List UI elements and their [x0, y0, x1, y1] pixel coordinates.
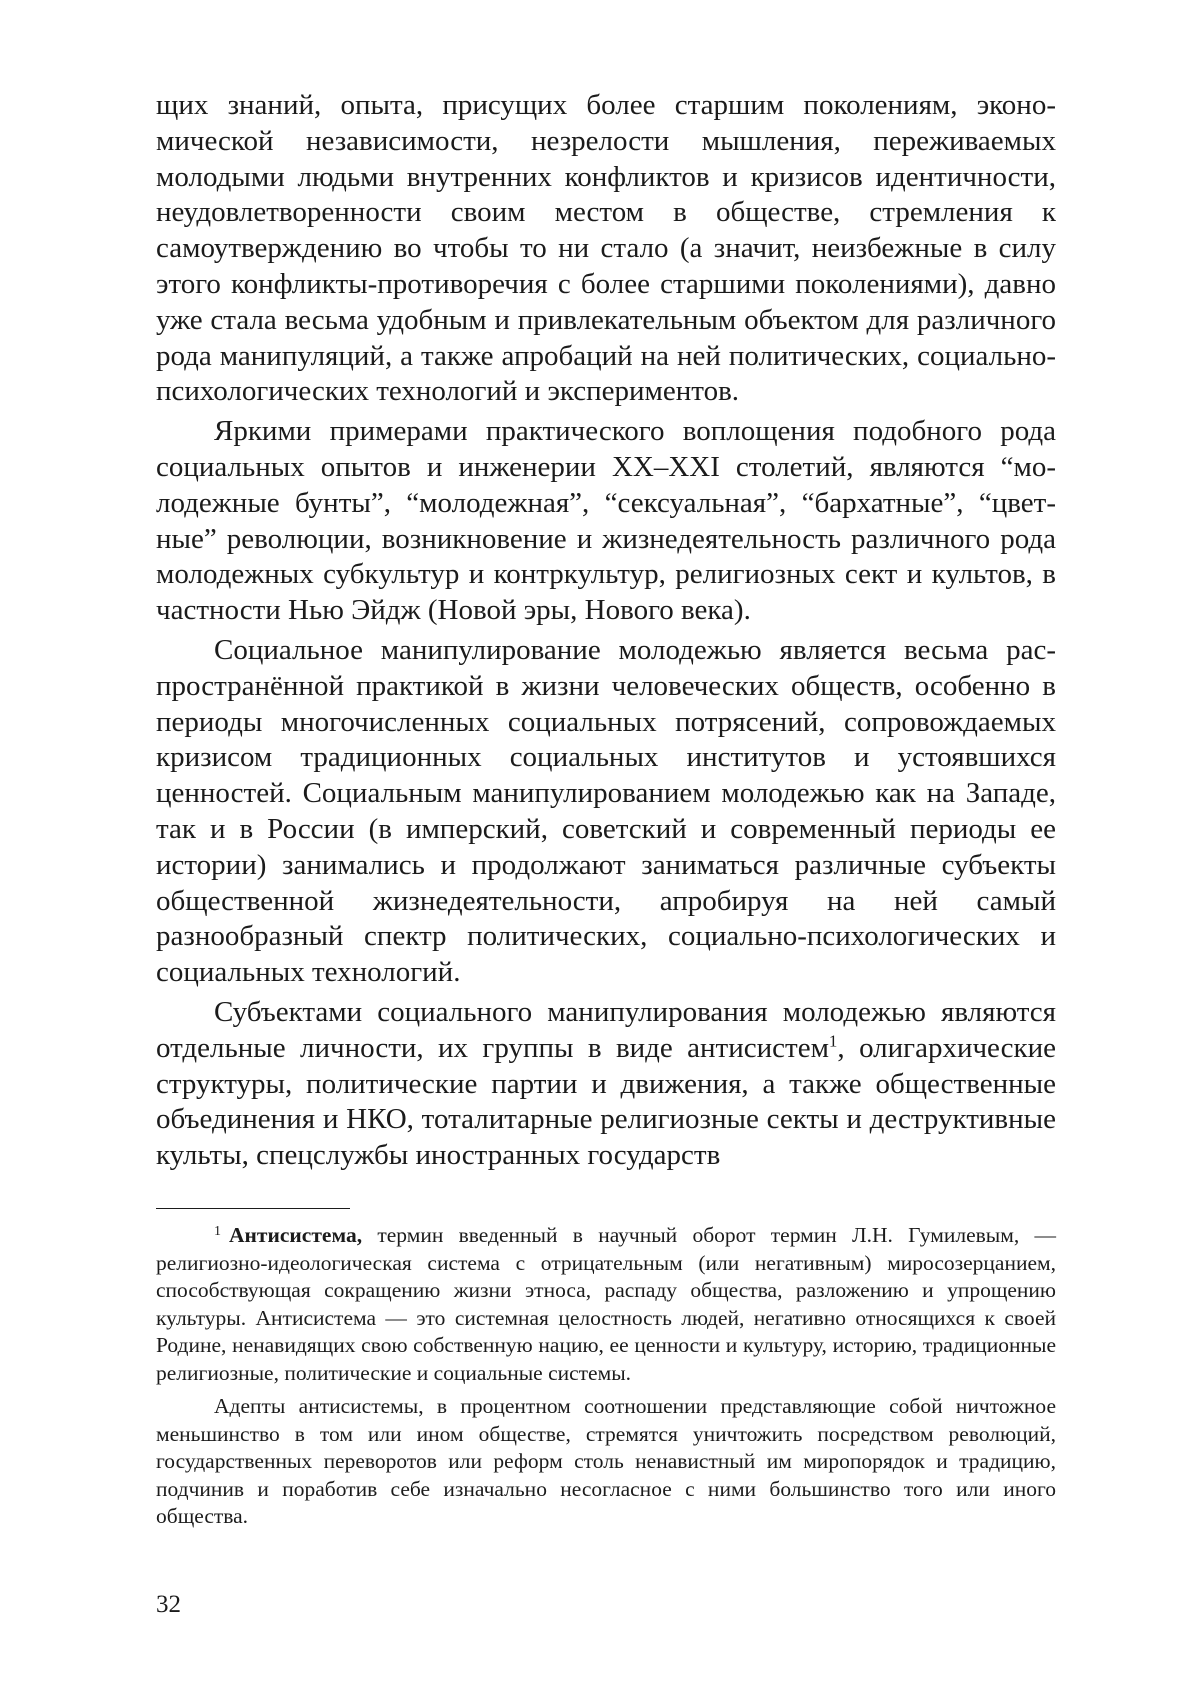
footnote-1-text: термин введенный в научный оборот термин Л.Н. Гумилевым, — религиозно-идеологическая система с отрицательным (или негативным) миросозерцанием, способствующая сокращению жизни этноса, распаду общества, разложению и упрощению культуры. Антисистема — это системная целостность людей, негативно относящихся к своей Родине, ненавидящих свою собственную нацию, ее ценности и культуру, историю, традиционные религиозные, политические и социальные системы.	[156, 1223, 1056, 1385]
paragraph-2: Яркими примерами практического воплощения подобного рода социальных опытов и инженерии XX–XXI столетий, являются “молодежные бунты”, “молодежная”, “сексуальная”, “бархатные”, “цветные” революции, возникновение и жизнедеятельность различного рода молодежных субкультур и контркультур, религиозных сект и культов, в частности Нью Эйдж (Новой эры, Нового века).	[156, 415, 1056, 627]
footnote-number: 1	[214, 1224, 221, 1239]
paragraph-4-start: Субъектами социального манипулирования молодежью являются отдельные личности, их группы в виде антисистем	[156, 995, 1056, 1064]
main-text	[156, 88, 1056, 1174]
footnote-separator	[156, 1208, 350, 1209]
footnote-term: Антисистема,	[229, 1223, 363, 1247]
paragraph-4-end: , олигархические структуры, политические партии и движения, а также общественные объединения и НКО, тоталитарные религиозные секты и деструктивные культы, спецслужбы иностранных государств	[156, 1031, 1056, 1172]
footnote-1-continuation: Адепты антисистемы, в процентном соотношении представляющие собой ничтожное меньшинство в том или ином обществе, стремятся уничтожить посредством революций, государственных переворотов или реформ столь ненавистный им миропорядок и традицию, подчинив и поработив себе изначально несогласное с ними большинство того или иного общества.	[156, 1394, 1056, 1528]
book-page	[156, 88, 1056, 1648]
page-number: 32	[156, 1591, 181, 1618]
paragraph-3: Социальное манипулирование молодежью является весьма распространённой практикой в жизни человеческих обществ, особенно в периоды многочисленных социальных потрясений, сопровождаемых кризисом традиционных социальных институтов и устоявшихся ценностей. Социальным манипулированием молодежью как на Западе, так и в России (в имперский, советский и современный периоды ее истории) занимались и продолжают заниматься различные субъекты общественной жизнедеятельности, апробируя на ней самый разнообразный спектр политических, социально-психологических и социальных технологий.	[156, 633, 1056, 989]
footnote-reference: 1	[828, 1031, 838, 1051]
footnote-area	[156, 1222, 1056, 1531]
paragraph-4	[156, 995, 1056, 1174]
footnote-1	[156, 1222, 1056, 1387]
paragraph-1: щих знаний, опыта, присущих более старшим поколениям, экономической независимости, незрелости мышления, переживаемых молодыми людьми внутренних конфликтов и кризисов идентичности, неудовлетворенности своим местом в обществе, стремления к самоутверждению во чтобы то ни стало (а значит, неизбежные в силу этого конфликты-противоречия с более старшими поколениями), давно уже стала весьма удобным и привлекательным объектом для различного рода манипуляций, а также апробаций на ней политических, социально-психологических технологий и экспериментов.	[156, 89, 1056, 408]
